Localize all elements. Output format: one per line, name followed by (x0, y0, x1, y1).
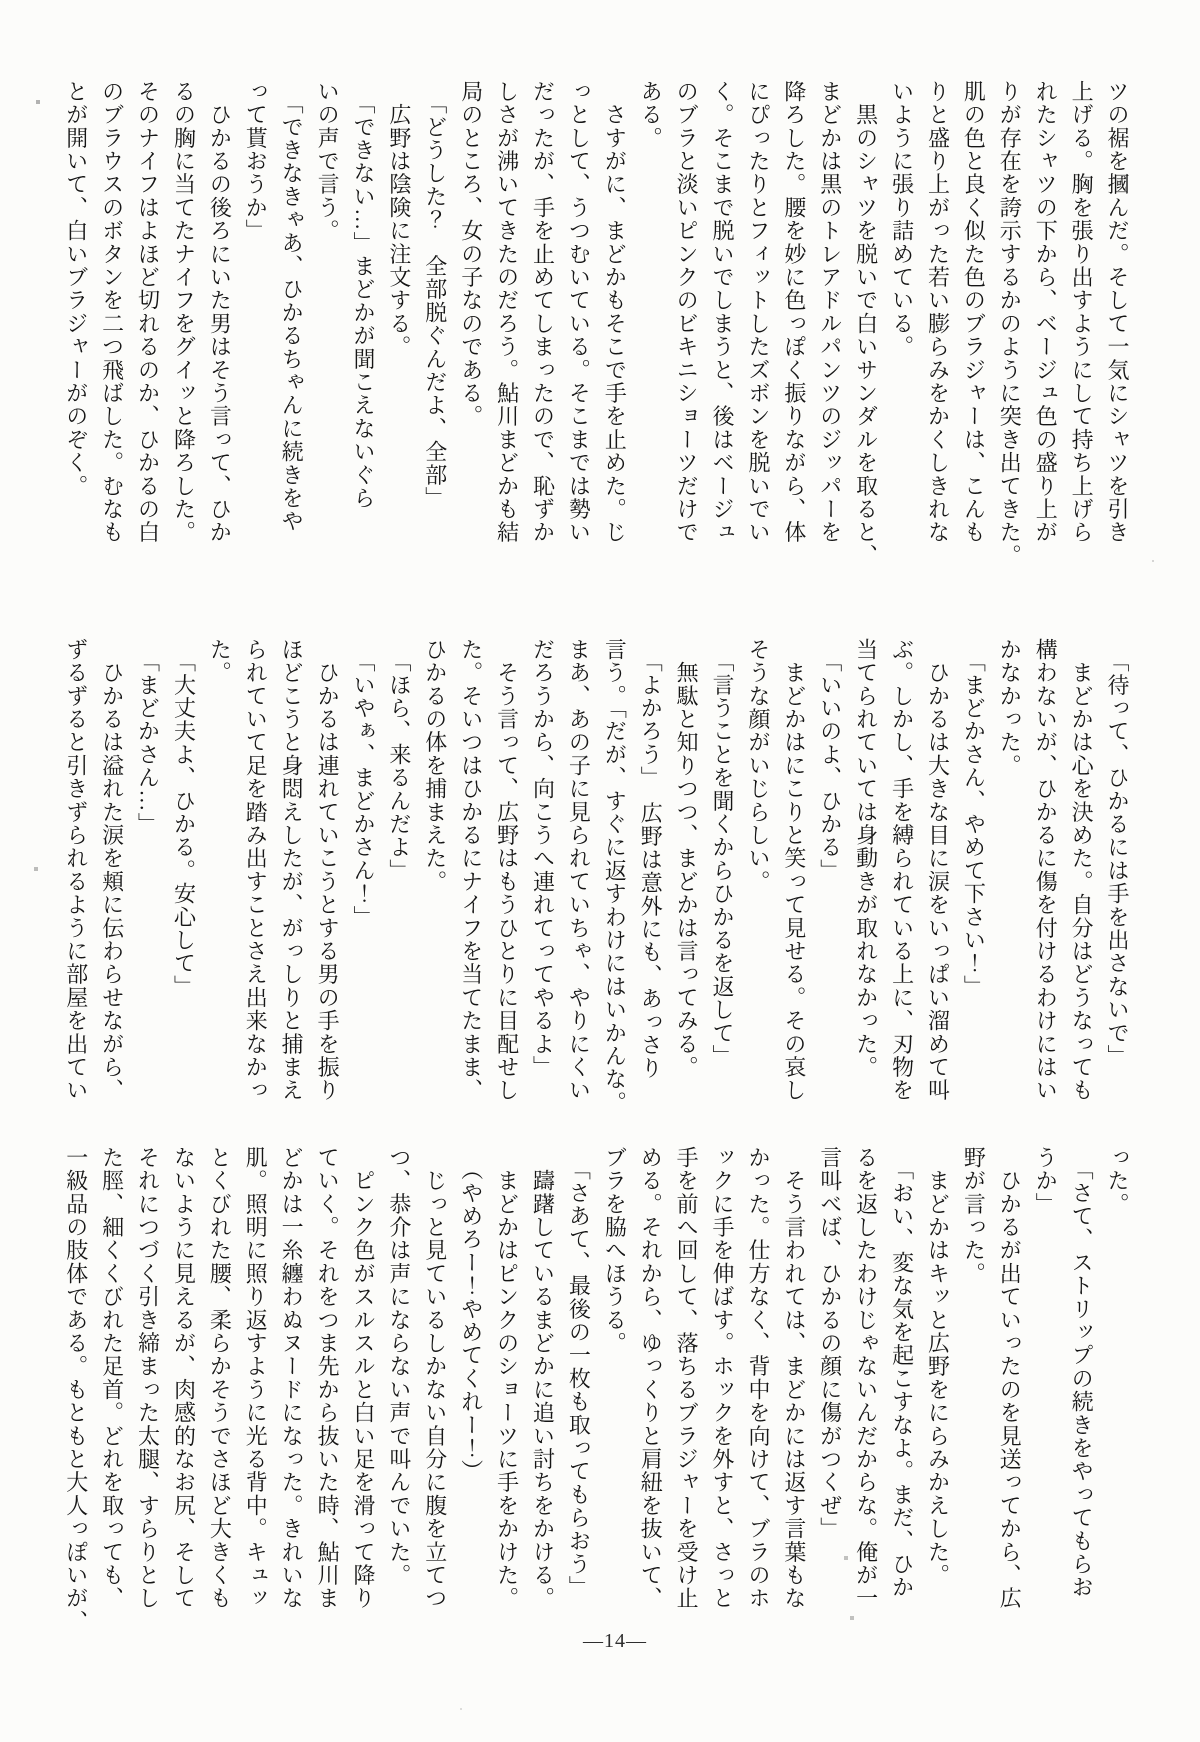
text-column: いの声で言う。 (315, 80, 341, 243)
text-column: 「どうした？ 全部脱ぐんだよ、全部」 (422, 80, 448, 510)
text-column: 無駄と知りつつ、まどかは言ってみる。 (674, 638, 700, 1079)
text-column: 「いいのよ、ひかる」 (817, 638, 843, 883)
text-column: っとして、うつむいている。そこまでは勢い (566, 80, 592, 544)
text-column: うか」 (1033, 1146, 1059, 1216)
text-column: のブラウスのボタンを二つ飛ばした。むなも (99, 80, 125, 544)
text-column: 局のところ、女の子なのである。 (458, 80, 484, 428)
text-column: 上げる。胸を張り出すようにして持ち上げら (1069, 80, 1095, 544)
text-column: 「言うことを聞くからひかるを返して」 (710, 638, 736, 1068)
text-column: にぴったりとフィットしたズボンを脱いでい (745, 80, 771, 544)
text-column: 黒のシャツを脱いで白いサンダルを取ると、 (853, 80, 879, 568)
text-column: 手を前へ回して、落ちるブラジャーを受け止 (674, 1146, 700, 1610)
text-column: りと盛り上がった若い膨らみをかくしきれな (925, 80, 951, 544)
page-number: —14— (583, 1630, 647, 1652)
text-column: かった。仕方なく、背中を向けて、ブラのホ (745, 1146, 771, 1610)
text-column: 躊躇しているまどかに追い討ちをかける。 (530, 1146, 556, 1610)
text-column: ひかるは大きな目に涙をいっぱい溜めて叫 (925, 638, 951, 1102)
text-column: 野が言った。 (961, 1146, 987, 1286)
text-column: 当てられていては身動きが取れなかった。 (853, 638, 879, 1079)
text-column: ほどこうと身悶えしたが、がっしりと捕まえ (279, 638, 305, 1102)
text-column: られていて足を踏み出すことさえ出来なかっ (243, 638, 269, 1102)
text-column: さすがに、まどかもそこで手を止めた。じ (602, 80, 628, 544)
text-column: れたシャツの下から、ベージュ色の盛り上が (1033, 80, 1059, 544)
text-column: 一級品の肢体である。もともと大人っぽいが、 (63, 1146, 89, 1634)
text-column: 降ろした。腰を妙に色っぽく振りながら、体 (781, 80, 807, 544)
text-column: 「待って、ひかるには手を出さないで」 (1105, 638, 1130, 1068)
text-column: とが開いて、白いブラジャーがのぞく。 (63, 80, 89, 498)
scan-dust-specks (0, 0, 2, 2)
text-column: 「できなきゃあ、ひかるちゃんに続きをや (279, 80, 305, 533)
text-column: ブラを脇へほうる。 (602, 1146, 628, 1355)
text-column: 「おい、変な気を起こすなよ。まだ、ひか (889, 1146, 915, 1599)
text-column: 「いやぁ、まどかさん！」 (350, 638, 376, 929)
text-column: 広野は陰険に注文する。 (386, 80, 412, 359)
text-column: まどかはキッと広野をにらみかえした。 (925, 1146, 951, 1587)
text-column: 「まどかさん…」 (135, 638, 161, 836)
text-column: った。 (1105, 1146, 1130, 1216)
text-column: ないように見えるが、肉感的なお尻、そして (171, 1146, 197, 1610)
text-column: た。 (207, 638, 233, 685)
text-column: かなかった。 (997, 638, 1023, 778)
text-column: ピンク色がスルスルと白い足を滑って降り (350, 1146, 376, 1610)
text-column: のブラと淡いピンクのビキニショーツだけで (674, 80, 700, 544)
text-band-middle (57, 638, 1135, 1130)
text-column: じっと見ているしかない自分に腹を立てつ (422, 1146, 448, 1610)
text-column: た。そいつはひかるにナイフを当てたまま、 (458, 638, 484, 1102)
text-column: それにつづく引き締まった太腿、すらりとし (135, 1146, 161, 1610)
text-column: まあ、あの子に見られていちゃ、やりにくい (566, 638, 592, 1102)
text-column: ひかるの後ろにいた男はそう言って、ひか (207, 80, 233, 544)
text-column: いように張り詰めている。 (889, 80, 915, 359)
text-column: どかは一糸纏わぬヌードになった。きれいな (279, 1146, 305, 1610)
text-column: 肌の色と良く似た色のブラジャーは、こんも (961, 80, 987, 544)
text-column: た脛、細くくびれた足首。どれを取っても、 (99, 1146, 125, 1610)
text-column: とくびれた腰、柔らかそうでさほど大きくも (207, 1146, 233, 1610)
text-column: るを返したわけじゃないんだからな。俺が一 (853, 1146, 879, 1610)
text-column: 「さて、ストリップの続きをやってもらお (1069, 1146, 1095, 1599)
text-column: りが存在を誇示するかのように突き出てきた。 (997, 80, 1023, 568)
text-column: まどかは心を決めた。自分はどうなっても (1069, 638, 1095, 1102)
text-column: 「ほら、来るんだよ」 (386, 638, 412, 883)
text-column: 言う。「だが、すぐに返すわけにはいかんな。 (602, 638, 628, 1115)
text-column: まどかは黒のトレアドルパンツのジッパーを (817, 80, 843, 544)
text-column: そのナイフはよほど切れるのか、ひかるの白 (135, 80, 161, 544)
text-column: 「まどかさん、やめて下さい！」 (961, 638, 987, 999)
text-column: 「大丈夫よ、ひかる。安心して」 (171, 638, 197, 999)
text-column: ぶ。しかし、手を縛られている上に、刃物を (889, 638, 915, 1102)
text-column: ひかるの体を捕まえた。 (422, 638, 448, 894)
text-column: ある。 (638, 80, 664, 150)
text-column: まどかはにこりと笑って見せる。その哀し (781, 638, 807, 1102)
text-column: 「よかろう」 広野は意外にも、あっさり (638, 638, 664, 1080)
text-column: く。そこまで脱いでしまうと、後はベージュ (710, 80, 736, 544)
text-column: ひかるは溢れた涙を頬に伝わらせながら、 (99, 638, 125, 1102)
text-column: ひかるは連れていこうとする男の手を振り (315, 638, 341, 1102)
text-column: まどかはピンクのショーツに手をかけた。 (494, 1146, 520, 1610)
text-column: 言叫べば、ひかるの顔に傷がつくぜ」 (817, 1146, 843, 1541)
text-column: って貰おうか」 (243, 80, 269, 243)
text-column: 「さあて、最後の一枚も取ってもらおう」 (566, 1146, 592, 1599)
text-column: つ、恭介は声にならない声で叫んでいた。 (386, 1146, 412, 1587)
text-band-top (57, 80, 1135, 580)
text-column: （やめろー！やめてくれー！） (458, 1146, 484, 1483)
text-band-bottom (57, 1146, 1135, 1638)
text-column: ずるずると引きずられるように部屋を出てい (63, 638, 89, 1102)
text-column: ツの裾を摑んだ。そして一気にシャツを引き (1105, 80, 1130, 544)
text-column: そうな顔がいじらしい。 (745, 638, 771, 894)
text-column: そう言って、広野はもうひとりに目配せし (494, 638, 520, 1102)
text-column: しさが沸いてきたのだろう。鮎川まどかも結 (494, 80, 520, 544)
text-column: ていく。それをつま先から抜いた時、鮎川ま (315, 1146, 341, 1610)
text-column: るの胸に当てたナイフをグイッと降ろした。 (171, 80, 197, 544)
text-column: そう言われては、まどかには返す言葉もな (781, 1146, 807, 1610)
text-column: 構わないが、ひかるに傷を付けるわけにはい (1033, 638, 1059, 1102)
text-column: ひかるが出ていったのを見送ってから、広 (997, 1146, 1023, 1610)
text-column: だろうから、向こうへ連れてってやるよ」 (530, 638, 556, 1079)
text-column: だったが、手を止めてしまったので、恥ずか (530, 80, 556, 544)
text-column: 「できない…」まどかが聞こえないぐら (350, 80, 376, 510)
text-column: ックに手を伸ばす。ホックを外すと、さっと (710, 1146, 736, 1610)
text-column: める。それから、ゆっくりと肩紐を抜いて、 (638, 1146, 664, 1610)
text-column: 肌。照明に照り返すように光る背中。キュッ (243, 1146, 269, 1610)
